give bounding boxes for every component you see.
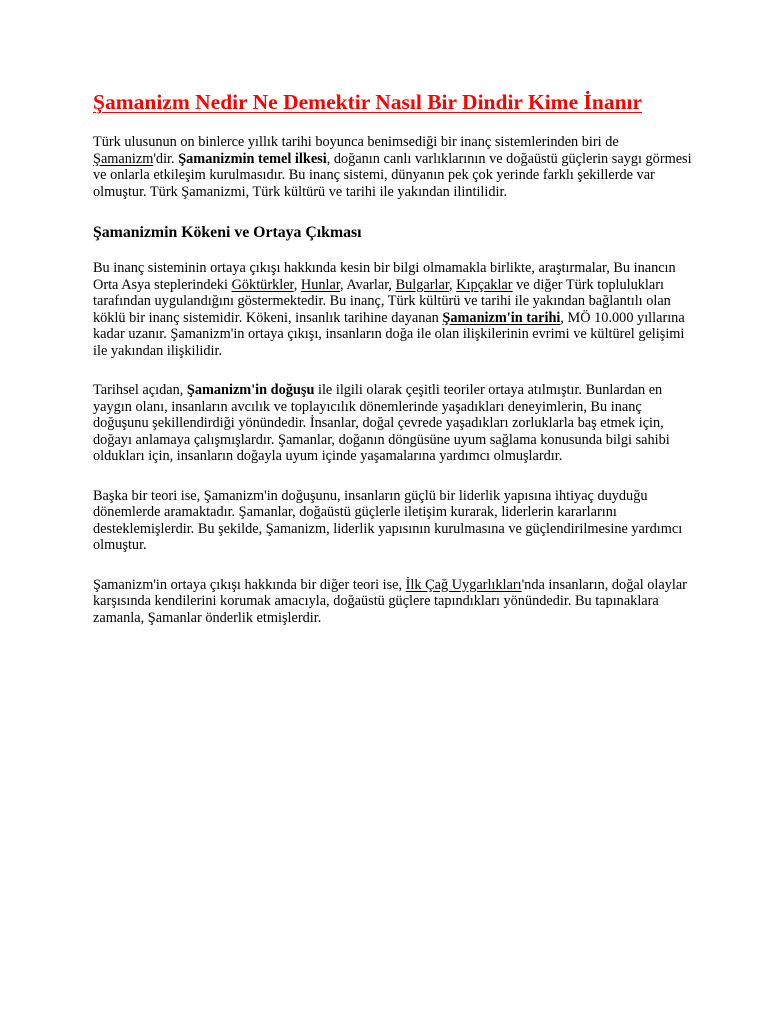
origin-text-4: , [449,276,457,293]
link-gokturkler[interactable]: Göktürkler [231,276,294,293]
history-paragraph [93,382,698,465]
intro-paragraph [93,134,698,200]
link-samanizm[interactable]: Şamanizm [93,150,154,167]
origin-text-2: , [293,276,301,293]
intro-text-2: 'dir. [153,150,179,167]
intro-bold-principle: Şamanizmin temel ilkesi [178,150,327,167]
origin-text-6: , MÖ 10.000 yıllarına kadar uzanır. Şamanizm'in ortaya çıkışı, insanların doğa ile olan ilişkilerinin evrimi ve kültürel gelişimi ile yakından ilişkilidir. [93,309,685,359]
link-kipcaklar[interactable]: Kıpçaklar [456,276,513,293]
intro-text-1: Türk ulusunun on binlerce yıllık tarihi boyunca benimsediği bir inanç sistemlerinden biri de [93,134,619,150]
origin-text-3: , Avarlar, [340,276,396,293]
history-text-1: Tarihsel açıdan, [93,382,187,398]
origin-text-1: Bu inanç sisteminin ortaya çıkışı hakkında kesin bir bilgi olmamakla birlikte, araştırmalar, Bu inancın Orta Asya steplerindeki [93,260,676,293]
intro-text-3: , doğanın canlı varlıklarının ve doğaüstü güçlerin saygı görmesi ve onlarla etkileşim kurulmasıdır. Bu inanç sistemi, dünyanın pek çok yerinde farklı şekillerde var olmuştur. Türk Şamanizmi, Türk kültürü ve tarihi ile yakından ilintilidir. [93,150,692,200]
leadership-paragraph: Başka bir teori ise, Şamanizm'in doğuşunu, insanların güçlü bir liderlik yapısına ihtiyaç duyduğu dönemlerde aramaktadır. Şamanlar, doğaüstü güçlerle iletişim kurarak, liderlerin kararlarını desteklemişlerdir. Bu şekilde, Şamanizm, liderlik yapısının kurulmasına ve güçlendirilmesine yardımcı olmuştur. [93,487,683,553]
link-samanizm-tarihi[interactable]: Şamanizm'in tarihi [442,309,561,326]
origin-paragraph [93,260,698,359]
ancient-text-2: 'nda insanların, doğal olaylar karşısında kendilerini korumak amacıyla, doğaüstü güçlere tapındıkları yönündedir. Bu tapınaklara zamanla, Şamanlar önderlik etmişlerdir. [93,576,687,626]
ancient-paragraph [93,577,698,627]
history-bold-birth: Şamanizm'in doğuşu [186,382,315,398]
history-text-2: ile ilgili olarak çeşitli teoriler ortaya atılmıştır. Bunlardan en yaygın olanı, insanların avcılık ve toplayıcılık dönemlerinde yaşadıkları deneyimlerin, Bu inanç doğuşunu şekillendirdiği yönündedir. İnsanlar, doğal çevrede yaşadıkları zorluklarla baş etmek için, doğayı anlamaya çalışmışlardır. Şamanlar, doğanın döngüsüne uyum sağlama konusunda bilgi sahibi oldukları için, insanların doğayla uyum içinde yaşamalarına yardımcı olmuşlardır. [93,382,670,464]
section-heading: Şamanizmin Kökeni ve Ortaya Çıkması [93,224,362,241]
link-hunlar[interactable]: Hunlar [300,276,341,293]
link-ilk-cag-uygarliklari[interactable]: İlk Çağ Uygarlıkları [405,576,522,593]
origin-text-5: ve diğer Türk toplulukları tarafından uygulandığını göstermektedir. Bu inanç, Türk kültürü ve tarihi ile yakından bağlantılı olan köklü bir inanç sistemidir. Kökeni, insanlık tarihine dayanan [93,276,671,326]
link-bulgarlar[interactable]: Bulgarlar [395,276,450,293]
ancient-text-1: Şamanizm'in ortaya çıkışı hakkında bir diğer teori ise, [93,576,406,593]
page-title[interactable]: Şamanizm Nedir Ne Demektir Nasıl Bir Dindir Kime İnanır [93,90,643,114]
